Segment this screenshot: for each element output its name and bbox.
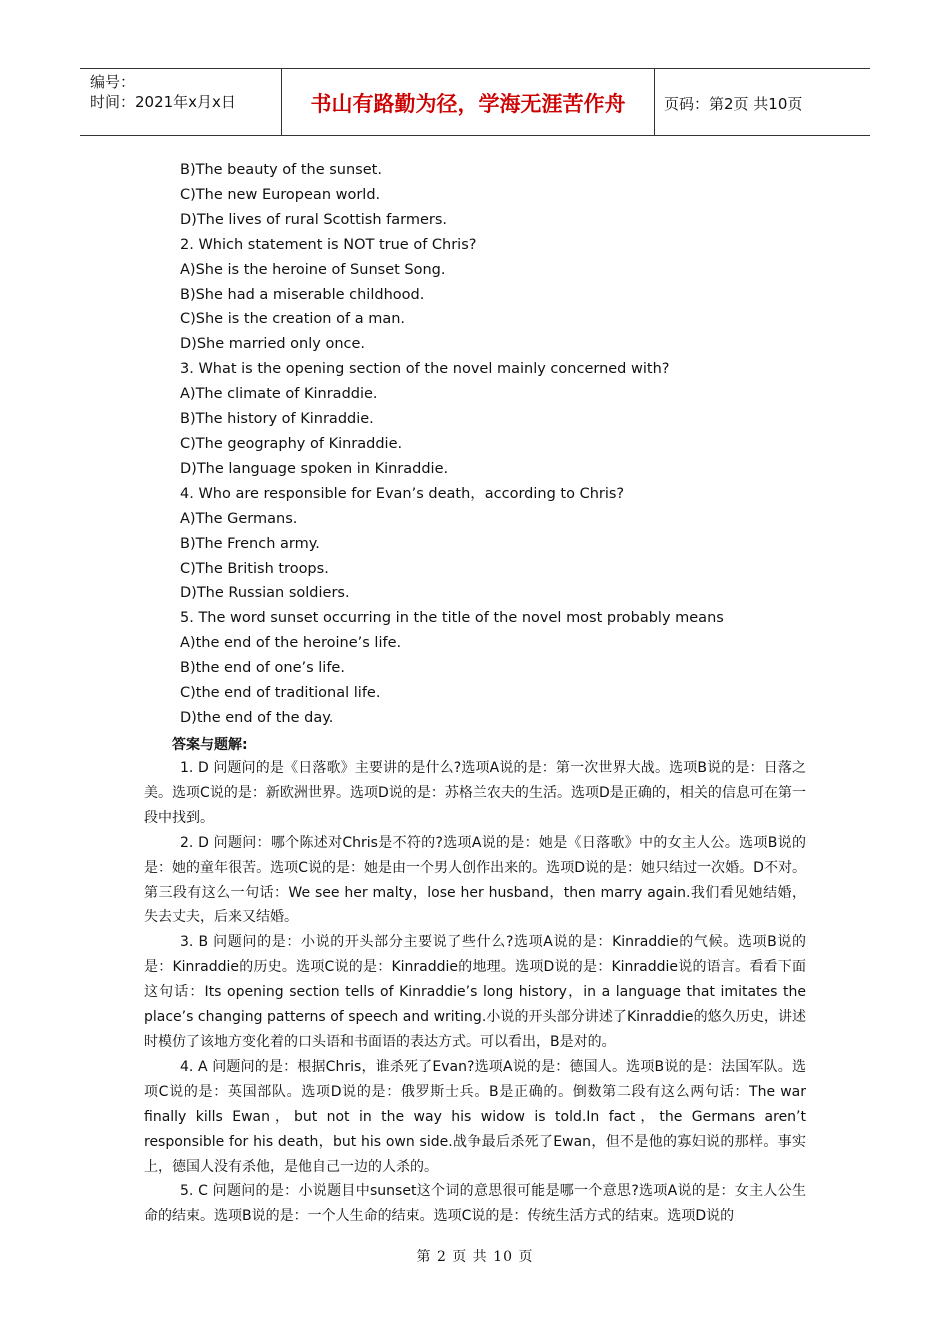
option-line: C)the end of traditional life. bbox=[180, 685, 381, 702]
option-line: A)the end of the heroine’s life. bbox=[180, 635, 402, 652]
header-divider-right bbox=[654, 68, 655, 135]
option-line: B)the end of one’s life. bbox=[180, 660, 345, 677]
header-page-label: 页码：第2页 共10页 bbox=[664, 95, 803, 113]
option-line: B)The history of Kinraddie. bbox=[180, 411, 374, 428]
question-list bbox=[180, 158, 820, 731]
question-line: 2. Which statement is NOT true of Chris? bbox=[180, 236, 477, 253]
option-line: D)She married only once. bbox=[180, 336, 366, 353]
option-line: B)The beauty of the sunset. bbox=[180, 162, 382, 178]
option-line: D)The lives of rural Scottish farmers. bbox=[180, 211, 448, 228]
option-line: C)The geography of Kinraddie. bbox=[180, 435, 403, 452]
option-line: D)the end of the day. bbox=[180, 709, 334, 726]
explanation-paragraph: 5. C 问题问的是：小说题目中sunset这个词的意思很可能是哪一个意思?选项A说的是：女主人公生命的结束。选项B说的是：一个人生命的结束。选项C说的是：传统生活方式的结束。选项D说的 bbox=[144, 1183, 806, 1225]
explanation-paragraph: 4. A 问题问的是：根据Chris，谁杀死了Evan?选项A说的是：德国人。选项B说的是：法国军队。选项C说的是：英国部队。选项D说的是：俄罗斯士兵。B是正确的。倒数第二段有这么两句话：The war finally kills Ewan，but not in the way his widow is told.In fact，the Germans aren’t responsible for his death，but his own side.战争最后杀死了Ewan，但不是他的寡妇说的那样。事实上，德国人没有杀他，是他自己一边的人杀的。 bbox=[144, 1058, 806, 1175]
option-line: A)She is the heroine of Sunset Song. bbox=[180, 261, 446, 278]
question-line: 4. Who are responsible for Evan’s death，according to Chris? bbox=[180, 485, 625, 502]
option-line: B)The French army. bbox=[180, 535, 320, 552]
option-line: A)The Germans. bbox=[180, 510, 298, 527]
explanations bbox=[144, 756, 806, 1229]
answers-title: 答案与题解: bbox=[172, 737, 248, 753]
explanation-paragraph: 1. D 问题问的是《日落歌》主要讲的是什么?选项A说的是：第一次世界大战。选项B说的是：日落之美。选项C说的是：新欧洲世界。选项D说的是：苏格兰农夫的生活。选项D是正确的，相关的信息可在第一段中找到。 bbox=[144, 760, 806, 826]
header-top-rule bbox=[80, 68, 870, 69]
option-line: D)The Russian soldiers. bbox=[180, 585, 350, 602]
option-line: C)The new European world. bbox=[180, 186, 381, 203]
explanation-paragraph: 3. B 问题问的是：小说的开头部分主要说了些什么?选项A说的是：Kinraddie的气候。选项B说的是：Kinraddie的历史。选项C说的是：Kinraddie的地理。选项D说的是：Kinraddie说的语言。看看下面这句话：Its opening section tells of Kinraddie’s long history，in a language that imitates the place’s changing patterns of speech and writing.小说的开头部分讲述了Kinraddie的悠久历史，讲述时模仿了该地方变化着的口头语和书面语的表达方式。可以看出，B是对的。 bbox=[144, 934, 806, 1050]
question-line: 5. The word sunset occurring in the title of the novel most probably means bbox=[180, 610, 724, 627]
time-label: 时间：2021年x月x日 bbox=[90, 93, 236, 111]
header-motto: 书山有路勤为径，学海无涯苦作舟 bbox=[310, 91, 626, 116]
header-bottom-rule bbox=[80, 135, 870, 136]
question-line: 3. What is the opening section of the novel mainly concerned with? bbox=[180, 361, 670, 378]
option-line: B)She had a miserable childhood. bbox=[180, 286, 425, 303]
explanation-paragraph: 2. D 问题问：哪个陈述对Chris是不符的?选项A说的是：她是《日落歌》中的女主人公。选项B说的是：她的童年很苦。选项C说的是：她是由一个男人创作出来的。选项D说的是：她只结过一次婚。D不对。第三段有这么一句话：We see her malty，lose her husband，then marry again.我们看见她结婚，失去丈夫，后来又结婚。 bbox=[144, 834, 806, 926]
option-line: D)The language spoken in Kinraddie. bbox=[180, 460, 449, 477]
option-line: C)She is the creation of a man. bbox=[180, 311, 405, 328]
header-left-cell bbox=[90, 72, 236, 112]
page-footer: 第 2 页 共 10 页 bbox=[416, 1249, 534, 1265]
number-label: 编号： bbox=[90, 73, 136, 91]
option-line: C)The British troops. bbox=[180, 560, 329, 577]
option-line: A)The climate of Kinraddie. bbox=[180, 386, 378, 403]
